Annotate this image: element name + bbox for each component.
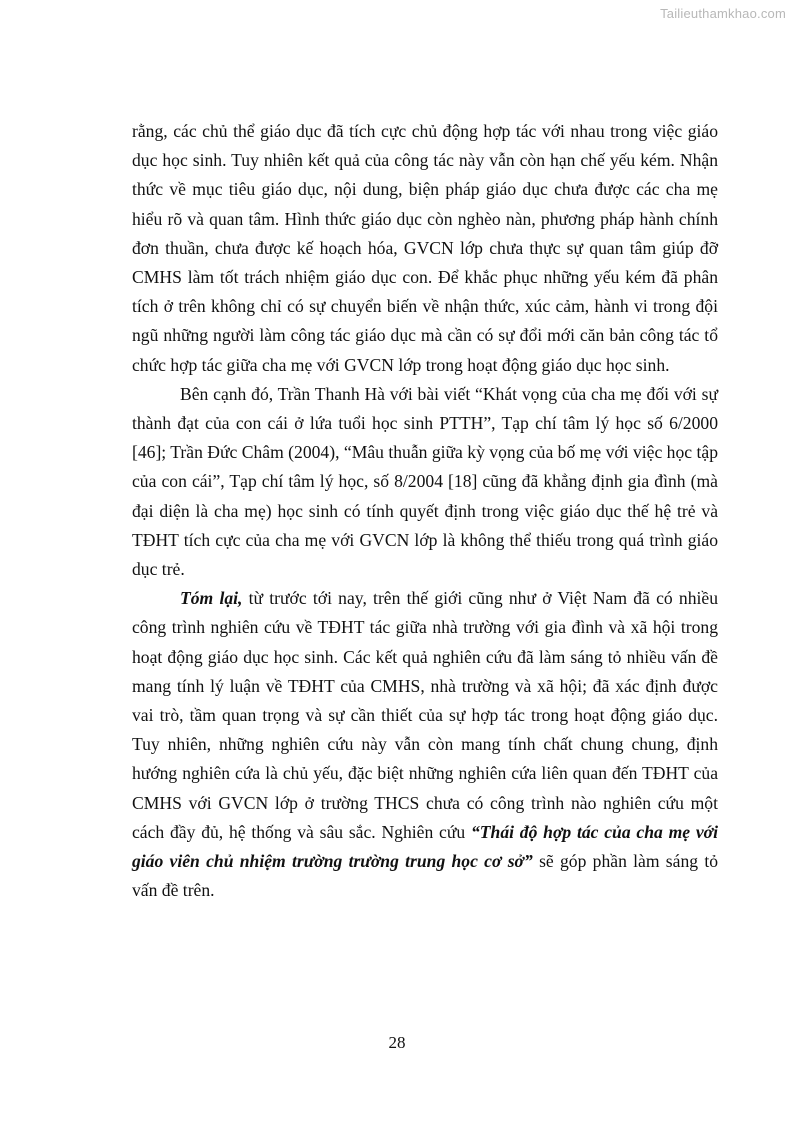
paragraph-1: rằng, các chủ thể giáo dục đã tích cực chủ động hợp tác với nhau trong việc giáo dục học sinh. Tuy nhiên kết quả của công tác này vẫn còn hạn chế yếu kém. Nhận thức về mục tiêu giáo dục, nội dung, biện pháp giáo dục chưa được các cha mẹ hiểu rõ và quan tâm. Hình thức giáo dục còn nghèo nàn, phương pháp hành chính đơn thuần, chưa được kế hoạch hóa, GVCN lớp chưa thực sự quan tâm giúp đỡ CMHS làm tốt trách nhiệm giáo dục con. Để khắc phục những yếu kém đã phân tích ở trên không chỉ có sự chuyển biến về nhận thức, xúc cảm, hành vi trong đội ngũ những người làm công tác giáo dục mà cần có sự đổi mới căn bản công tác tổ chức hợp tác giữa cha mẹ với GVCN lớp trong hoạt động giáo dục học sinh. — [132, 121, 718, 375]
summary-tail: sẽ góp phần làm sáng tỏ vấn đề trên. — [132, 851, 718, 901]
watermark: Tailieuthamkhao.com — [660, 6, 786, 21]
paragraph-2: Bên cạnh đó, Trần Thanh Hà với bài viết “Khát vọng của cha mẹ đối với sự thành đạt của con cái ở lứa tuổi học sinh PTTH”, Tạp chí tâm lý học số 6/2000 [46]; Trần Đức Châm (2004), “Mâu thuẫn giữa kỳ vọng của bố mẹ với việc học tập của con cái”, Tạp chí tâm lý học, số 8/2004 [18] cũng đã khẳng định gia đình (mà đại diện là cha mẹ) học sinh có tính quyết định trong việc giáo dục thế hệ trẻ và TĐHT tích cực của cha mẹ với GVCN lớp là không thể thiếu trong quá trình giáo dục trẻ. — [132, 383, 718, 580]
document-body — [132, 117, 718, 905]
paragraph-3 — [132, 584, 718, 905]
summary-lead: Tóm lại, — [180, 588, 243, 609]
summary-body: từ trước tới nay, trên thế giới cũng như ở Việt Nam đã có nhiều công trình nghiên cứu về TĐHT tác giữa nhà trường với gia đình và xã hội trong hoạt động giáo dục học sinh. Các kết quả nghiên cứu đã làm sáng tỏ nhiều vấn đề mang tính lý luận về TĐHT của CMHS, nhà trường và xã hội; đã xác định được vai trò, tầm quan trọng và sự cần thiết của sự hợp tác trong hoạt động giáo dục. Tuy nhiên, những nghiên cứu này vẫn còn mang tính chất chung chung, định hướng nghiên cứa là chủ yếu, đặc biệt những nghiên cứa liên quan đến TĐHT của CMHS với GVCN lớp ở trường THCS chưa có công trình nào nghiên cứu một cách đầy đủ, hệ thống và sâu sắc. Nghiên cứu — [132, 588, 718, 842]
research-title: “Thái độ hợp tác của cha mẹ với giáo viên chủ nhiệm trường trường trung học cơ sở” — [132, 821, 718, 872]
page-number: 28 — [388, 1033, 406, 1052]
